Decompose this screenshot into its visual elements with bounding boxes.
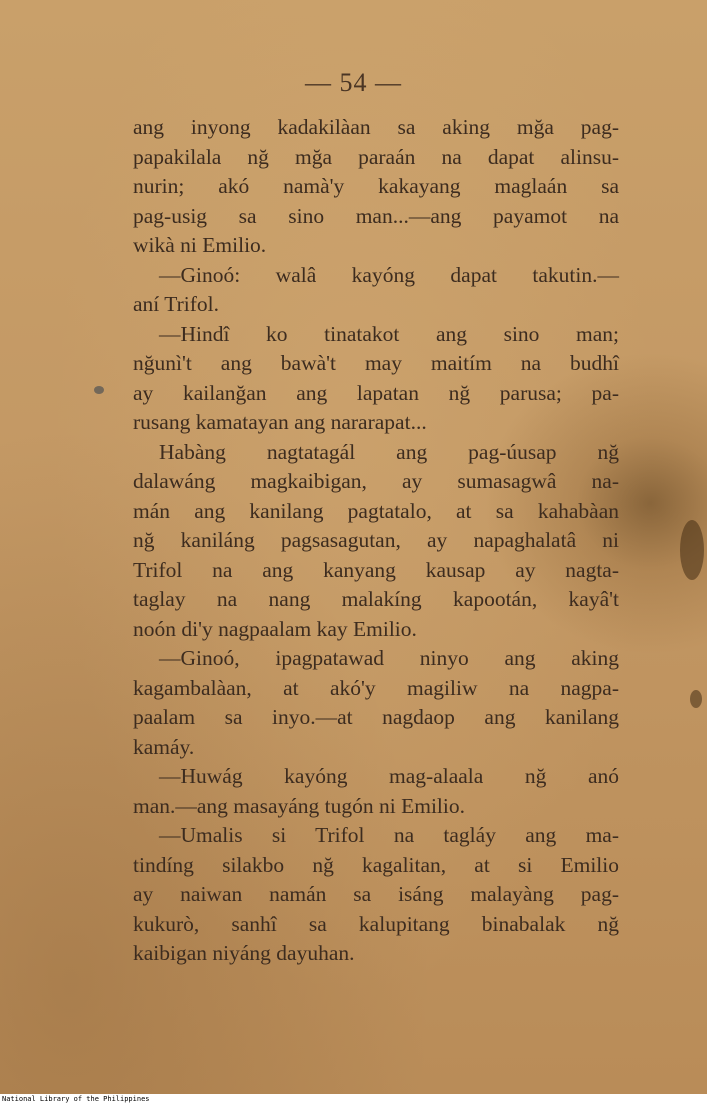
- text-line: kukurò, sanhî sa kalupitang binabalak nğ: [133, 911, 619, 936]
- text-line: kamáy.: [133, 734, 195, 759]
- text-line: rusang kamatayan ang nararapat...: [133, 410, 427, 434]
- text-line: nğ kaniláng pagsasagutan, ay napaghalatâ ni: [133, 528, 619, 552]
- text-line: ay naiwan namán sa isáng malayàng pag-: [133, 882, 619, 906]
- page-number: — 54 —: [305, 68, 402, 97]
- text-line: —Ginoó, ipagpatawad ninyo ang aking: [159, 646, 619, 670]
- ink-stain: [690, 690, 702, 708]
- text-line: kaibigan niyáng dayuhan.: [133, 941, 355, 965]
- text-line: —Huwág kayóng mag-alaala nğ anó: [159, 764, 619, 788]
- text-line: man.—ang masayáng tugón ni Emilio.: [133, 793, 466, 818]
- text-line: —Ginoó: walâ kayóng dapat takutin.—: [159, 262, 619, 287]
- text-line: paalam sa inyo.—at nagdaop ang kanilang: [133, 705, 619, 729]
- text-line: nğunì't ang bawà't may maitím na budhî: [133, 351, 619, 375]
- text-line: nurin; akó namà'y kakayang maglaán sa: [133, 174, 619, 198]
- text-line: ay kailanğan ang lapatan nğ parusa; pa-: [133, 380, 619, 405]
- text-line: wikà ni Emilio.: [133, 233, 267, 257]
- text-line: Trifol na ang kanyang kausap ay nagta-: [133, 557, 619, 582]
- text-line: noón di'y nagpaalam kay Emilio.: [133, 616, 417, 641]
- library-footer: National Library of the Philippines: [2, 1095, 150, 1103]
- ink-stain: [680, 520, 704, 580]
- text-line: dalawáng magkaibigan, ay sumasagwâ na-: [133, 469, 619, 493]
- text-line: Habàng nagtatagál ang pag-úusap nğ: [159, 439, 619, 464]
- text-line: —Hindî ko tinatakot ang sino man;: [159, 321, 619, 346]
- text-line: taglay na nang malakíng kapootán, kayâ't: [133, 587, 619, 611]
- text-line: mán ang kanilang pagtatalo, at sa kahabàan: [133, 498, 619, 523]
- ink-stain: [94, 386, 104, 394]
- text-line: pag-usig sa sino man...—ang payamot na: [133, 203, 619, 228]
- text-line: kagambalàan, at akó'y magiliw na nagpa-: [133, 675, 619, 700]
- text-line: tindíng silakbo nğ kagalitan, at si Emilio: [133, 852, 619, 877]
- body-text: [133, 113, 619, 969]
- text-line: aní Trifol.: [133, 292, 220, 316]
- text-line: papakilala nğ mğa paraán na dapat alinsu-: [133, 144, 619, 169]
- text-line: ang inyong kadakilàan sa aking mğa pag-: [133, 115, 619, 139]
- text-line: —Umalis si Trifol na tagláy ang ma-: [159, 823, 619, 847]
